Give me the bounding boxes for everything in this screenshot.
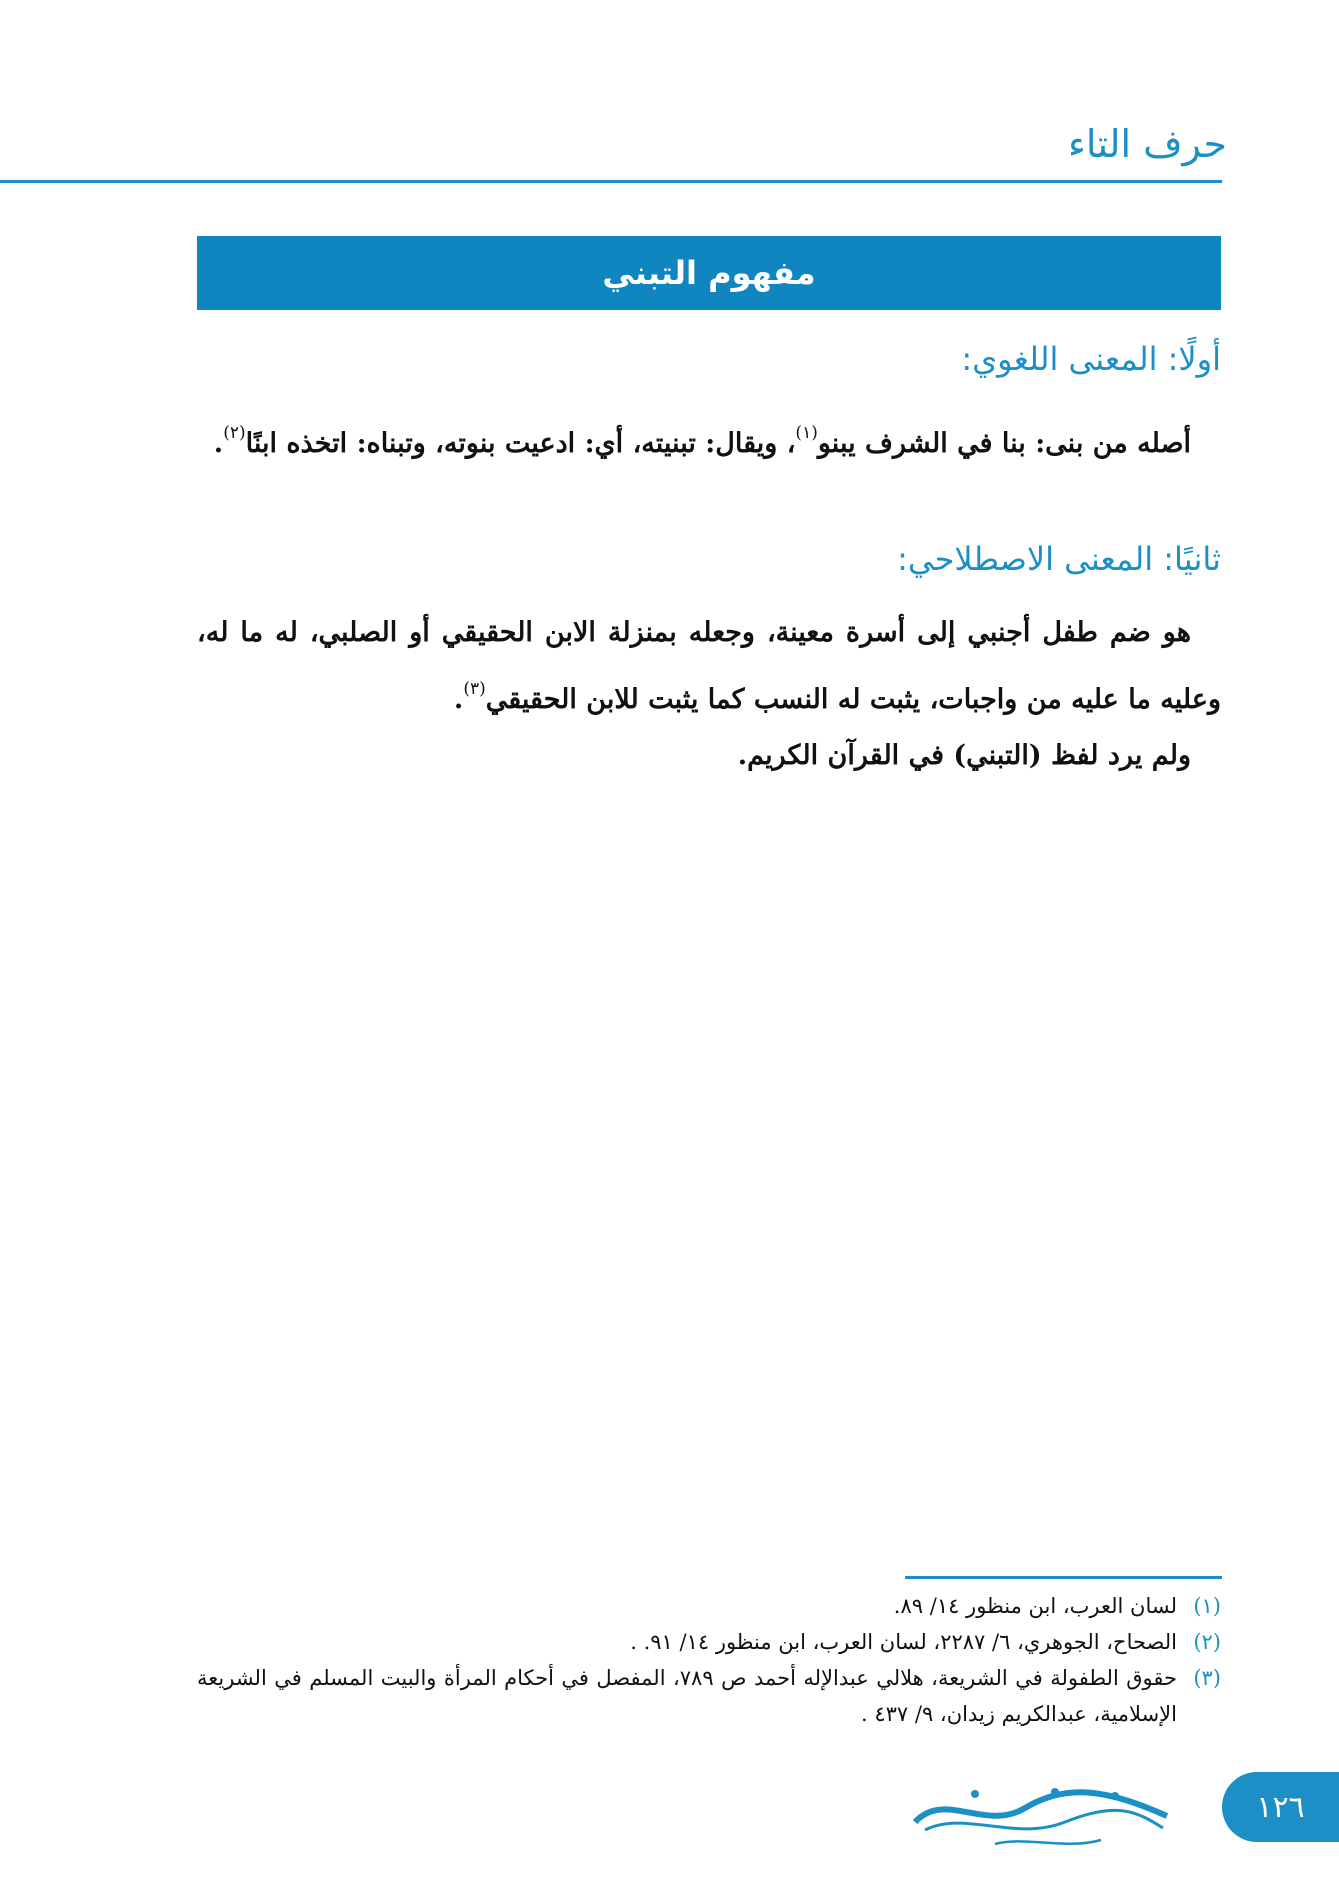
page-number: ١٢٦ — [1256, 1789, 1305, 1825]
topic-banner — [197, 236, 1221, 310]
linguistic-text-part1: أصله من بنى: بنا في الشرف يبنو — [817, 428, 1191, 459]
footnote-ref-2[interactable]: (٢) — [223, 423, 246, 443]
encyclopedia-logo — [905, 1770, 1185, 1854]
footnote-number: (١) — [1193, 1594, 1221, 1618]
footnote-text: الصحاح، الجوهري، ٦/ ٢٢٨٧، لسان العرب، ابن منظور ١٤/ ٩١. . — [630, 1630, 1177, 1654]
footnote-number: (٣) — [1193, 1666, 1221, 1690]
linguistic-text-part3: . — [213, 428, 224, 459]
footnote-text: لسان العرب، ابن منظور ١٤/ ٨٩. — [893, 1594, 1177, 1618]
technical-meaning-heading: ثانيًا: المعنى الاصطلاحي: — [897, 540, 1221, 578]
quran-note: ولم يرد لفظ (التبني) في القرآن الكريم. — [737, 740, 1191, 771]
technical-text-part1: هو ضم طفل أجنبي إلى أسرة معينة، وجعله بمنزلة الابن الحقيقي أو الصلبي، له ما له، وعليه ما عليه من واجبات، يثبت له النسب كما يثبت للابن الحقيقي — [197, 617, 1221, 715]
footnote-divider — [905, 1576, 1222, 1579]
linguistic-meaning-heading: أولًا: المعنى اللغوي: — [961, 340, 1221, 378]
chapter-title: حرف التاء — [1068, 122, 1227, 166]
footnote-text: حقوق الطفولة في الشريعة، هلالي عبدالإله أحمد ص ٧٨٩، المفصل في أحكام المرأة والبيت المسلم في الشريعة الإسلامية، عبدالكريم زيدان، ٩/ ٤٣٧ . — [197, 1666, 1177, 1726]
footnote-ref-1[interactable]: (١) — [795, 423, 818, 443]
linguistic-text-part2: ، ويقال: تبنيته، أي: ادعيت بنوته، وتبناه: اتخذه ابنًا — [245, 428, 796, 459]
page-number-tab — [1222, 1772, 1339, 1842]
header-divider — [0, 180, 1222, 183]
footnote-number: (٢) — [1193, 1630, 1221, 1654]
footnote-item — [197, 1660, 1221, 1732]
footnote-item — [197, 1588, 1221, 1624]
linguistic-meaning-paragraph — [197, 405, 1221, 472]
footnote-ref-3[interactable]: (٣) — [463, 679, 486, 699]
technical-text-part2: . — [453, 684, 464, 715]
footnote-item — [197, 1624, 1221, 1660]
technical-meaning-paragraph — [197, 605, 1221, 784]
topic-title: مفهوم التبني — [602, 254, 816, 292]
footnotes — [197, 1588, 1221, 1732]
